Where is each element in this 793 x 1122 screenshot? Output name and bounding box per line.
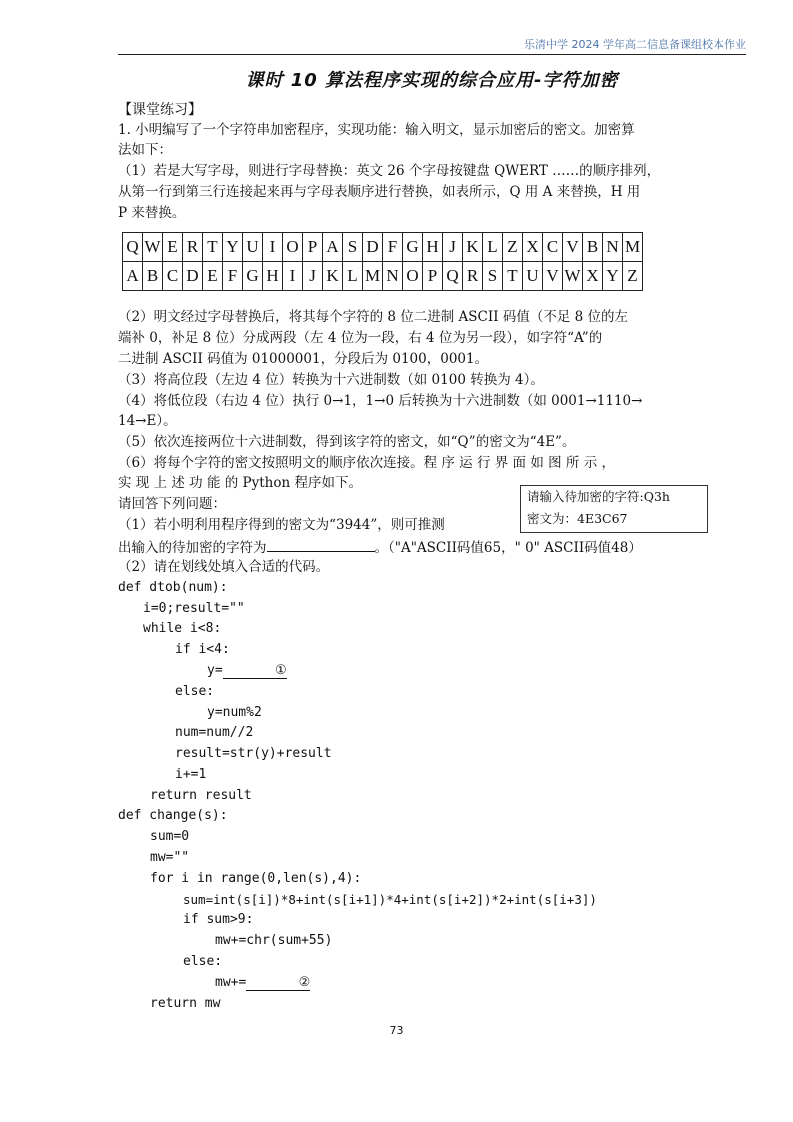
table-cell: I <box>283 262 303 291</box>
dialog-output-line: 密文为：4E3C67 <box>527 511 628 526</box>
step-line: 端补 0，补足 8 位）分成两段（左 4 位为一段，右 4 位为另一段），如字符“A”的 <box>118 330 603 346</box>
table-cell: T <box>203 233 223 262</box>
table-cell: L <box>343 262 363 291</box>
table-cell: N <box>383 262 403 291</box>
table-cell: W <box>563 262 583 291</box>
table-cell: K <box>463 233 483 262</box>
code-line: return result <box>150 788 252 803</box>
table-cell: S <box>343 233 363 262</box>
code-line: if sum>9: <box>183 912 254 927</box>
program-output-dialog <box>520 485 708 533</box>
code-line: num=num//2 <box>175 725 254 740</box>
code-blank-2[interactable]: ② <box>246 975 310 991</box>
table-cell: X <box>523 233 543 262</box>
step-line: （5）依次连接两位十六进制数，得到该字符的密文，如“Q”的密文为“4E”。 <box>118 434 576 450</box>
code-line: mw+=chr(sum+55) <box>215 933 333 948</box>
table-cell: C <box>163 262 183 291</box>
table-cell: V <box>563 233 583 262</box>
table-cell: J <box>303 262 323 291</box>
code-line: sum=int(s[i])*8+int(s[i+1])*4+int(s[i+2])*2+int(s[i+3]) <box>183 892 597 907</box>
table-cell: T <box>503 262 523 291</box>
table-cell: A <box>323 233 343 262</box>
table-cell: P <box>303 233 323 262</box>
step-line: 二进制 ASCII 码值为 01000001，分段后为 0100，0001。 <box>118 351 489 367</box>
intro-line: （1）若是大写字母，则进行字母替换：英文 26 个字母按键盘 QWERT ……的顺序排列， <box>118 163 661 179</box>
table-cell: S <box>483 262 503 291</box>
code-line: else: <box>183 954 223 969</box>
code-line: if i<4: <box>175 642 230 657</box>
code-line: def dtob(num): <box>118 580 228 595</box>
table-cell: G <box>243 262 263 291</box>
table-cell: Y <box>603 262 623 291</box>
code-line: while i<8: <box>143 621 222 636</box>
table-cell: Y <box>223 233 243 262</box>
step-line: （1）若小明利用程序得到的密文为“3944”，则可推测 <box>118 517 445 533</box>
table-cell: P <box>423 262 443 291</box>
table-cell: M <box>363 262 383 291</box>
table-cell: M <box>623 233 643 262</box>
table-cell: R <box>183 233 203 262</box>
table-cell: H <box>263 262 283 291</box>
dialog-input-line: 请输入待加密的字符:Q3h <box>527 489 670 504</box>
code-text: mw+= <box>215 975 247 990</box>
code-line: i=0;result="" <box>143 601 245 616</box>
section-heading: 【课堂练习】 <box>118 102 202 118</box>
step-line: （4）将低位段（右边 4 位）执行 0→1，1→0 后转换为十六进制数（如 0001→1110→ <box>118 393 643 409</box>
code-line: result=str(y)+result <box>175 746 332 761</box>
table-cell: Z <box>623 262 643 291</box>
table-cell: J <box>443 233 463 262</box>
code-line: else: <box>175 684 215 699</box>
code-text: y= <box>207 663 223 678</box>
step-line: （2）明文经过字母替换后，将其每个字符的 8 位二进制 ASCII 码值（不足 8 位的左 <box>118 309 629 325</box>
table-cell: F <box>383 233 403 262</box>
code-line: mw="" <box>150 850 190 865</box>
table-cell: D <box>183 262 203 291</box>
code-line: y=num%2 <box>207 705 262 720</box>
table-cell: R <box>463 262 483 291</box>
question-1-prefix: 出输入的待加密的字符为 <box>118 540 267 556</box>
table-cell: W <box>143 233 163 262</box>
code-blank-1[interactable]: ① <box>223 663 287 679</box>
table-cell: V <box>543 262 563 291</box>
code-line: sum=0 <box>150 829 190 844</box>
table-cell: O <box>283 233 303 262</box>
table-cell: B <box>143 262 163 291</box>
code-line: for i in range(0,len(s),4): <box>150 871 362 886</box>
table-cell: C <box>543 233 563 262</box>
table-cell: U <box>523 262 543 291</box>
code-line <box>207 661 287 681</box>
step-line: （3）将高位段（左边 4 位）转换为十六进制数（如 0100 转换为 4）。 <box>118 372 544 388</box>
table-cell: I <box>263 233 283 262</box>
step-line: （6）将每个字符的密文按照明文的顺序依次连接。程 序 运 行 界 面 如 图 所 示 ， <box>118 455 616 471</box>
question-2-line: （2）请在划线处填入合适的代码。 <box>118 559 330 575</box>
table-cell: Q <box>443 262 463 291</box>
table-cell: O <box>403 262 423 291</box>
table-cell: A <box>123 262 143 291</box>
table-cell: Q <box>123 233 143 262</box>
table-cell: E <box>163 233 183 262</box>
table-cell: L <box>483 233 503 262</box>
substitution-table <box>122 232 643 291</box>
code-line: return mw <box>150 996 221 1011</box>
intro-line: P 来替换。 <box>118 205 186 221</box>
code-line: i+=1 <box>175 767 207 782</box>
question-1-suffix: 。（"A"ASCII码值65，" 0" ASCII码值48） <box>374 540 642 556</box>
table-row-keyboard <box>123 233 643 262</box>
table-cell: G <box>403 233 423 262</box>
intro-line: 从第一行到第三行连接起来再与字母表顺序进行替换，如表所示，Q 用 A 来替换，H 用 <box>118 184 641 200</box>
table-cell: D <box>363 233 383 262</box>
page-number: 73 <box>389 1024 404 1037</box>
intro-line: 1. 小明编写了一个字符串加密程序，实现功能：输入明文，显示加密后的密文。加密算 <box>118 122 635 138</box>
page-header: 乐清中学 2024 学年高二信息备课组校本作业 <box>118 36 746 55</box>
step-line: 14→E）。 <box>118 413 177 429</box>
table-row-alphabet <box>123 262 643 291</box>
question-1-line <box>118 536 728 558</box>
table-cell: X <box>583 262 603 291</box>
table-cell: H <box>423 233 443 262</box>
table-cell: E <box>203 262 223 291</box>
table-cell: F <box>223 262 243 291</box>
table-cell: K <box>323 262 343 291</box>
step-line: 请回答下列问题： <box>118 496 226 512</box>
code-line: def change(s): <box>118 808 228 823</box>
table-cell: N <box>603 233 623 262</box>
step-line: 实 现 上 述 功 能 的 Python 程序如下。 <box>118 475 362 491</box>
table-cell: Z <box>503 233 523 262</box>
table-cell: U <box>243 233 263 262</box>
page-title: 课时 10 算法程序实现的综合应用-字符加密 <box>245 70 619 91</box>
answer-blank[interactable] <box>267 536 375 552</box>
table-cell: B <box>583 233 603 262</box>
intro-line: 法如下： <box>118 142 172 158</box>
code-line <box>215 973 310 993</box>
